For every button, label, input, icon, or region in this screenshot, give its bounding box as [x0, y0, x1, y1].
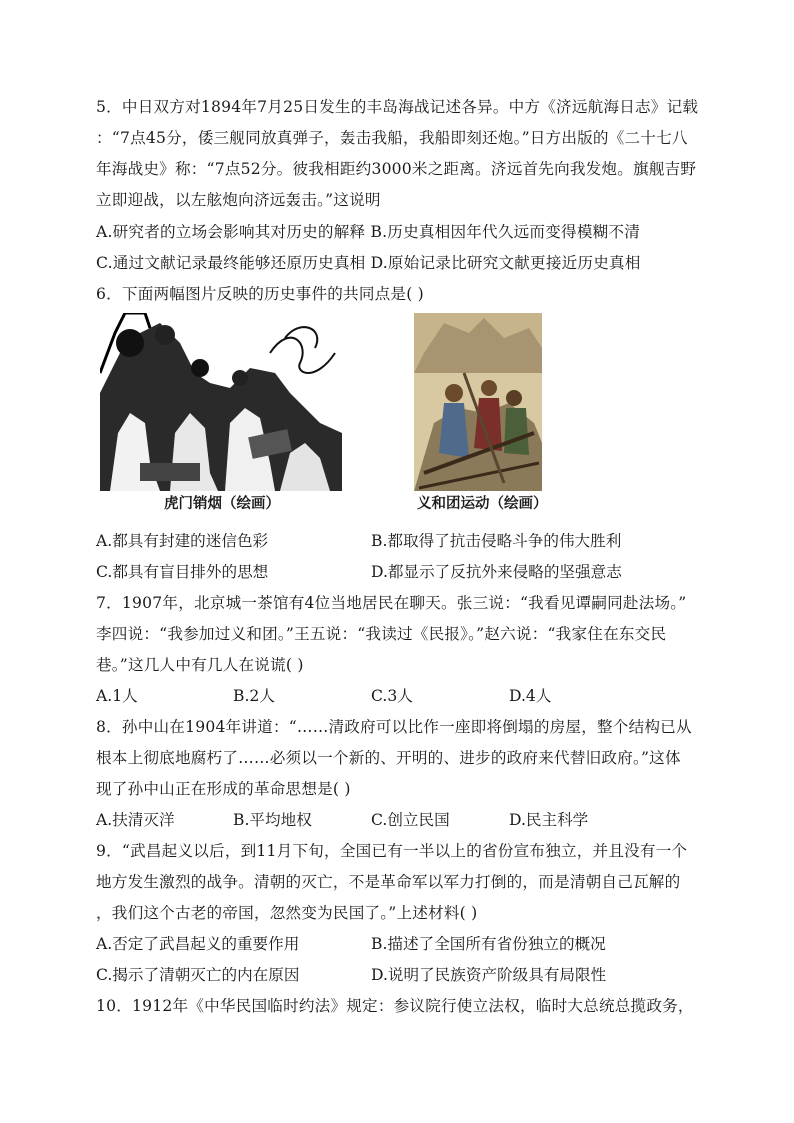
q6-stem: 6．下面两幅图片反映的历史事件的共同点是( )	[96, 285, 424, 303]
q8-line-2: 根本上彻底地腐朽了……必须以一个新的、开明的、进步的政府来代替旧政府。”这体	[96, 749, 681, 767]
q7-option-d: D.4人	[509, 687, 552, 705]
q7-option-a: A.1人	[96, 687, 138, 705]
caption-humen: 虎门销烟（绘画）	[164, 496, 280, 512]
q10-line-1: 10．1912年《中华民国临时约法》规定：参议院行使立法权，临时大总统总揽政务，	[96, 997, 694, 1015]
q5-line-3: 年海战史》称：“7点52分。彼我相距约3000米之距离。济远首先向我发炮。旗舰吉野	[96, 160, 697, 178]
q9-line-2: 地方发生激烈的战争。清朝的灭亡，不是革命军以军力打倒的，而是清朝自己瓦解的	[96, 873, 681, 891]
q7-line-3: 巷。”这几人中有几人在说谎( )	[96, 656, 304, 674]
q8-option-b: B.平均地权	[233, 811, 312, 829]
q8-option-c: C.创立民国	[371, 811, 450, 829]
q5-option-ab: A.研究者的立场会影响其对历史的解释 B.历史真相因年代久远而变得模糊不清	[96, 223, 640, 241]
q5-line-1: 5．中日双方对1894年7月25日发生的丰岛海战记述各异。中方《济远航海日志》记载	[96, 98, 699, 116]
q9-option-a: A.否定了武昌起义的重要作用	[96, 935, 300, 953]
q6-option-d: D.都显示了反抗外来侵略的坚强意志	[371, 563, 622, 581]
q8-option-d: D.民主科学	[509, 811, 589, 829]
q8-line-3: 现了孙中山正在形成的革命思想是( )	[96, 780, 351, 798]
q5-line-4: 立即迎战，以左舷炮向济远轰击。”这说明	[96, 191, 381, 209]
q6-option-b: B.都取得了抗击侵略斗争的伟大胜利	[371, 532, 622, 550]
q8-option-a: A.扶清灭洋	[96, 811, 175, 829]
humen-opium-destruction-image	[100, 313, 342, 491]
q7-option-b: B.2人	[233, 687, 275, 705]
q9-option-b: B.描述了全国所有省份独立的概况	[371, 935, 606, 953]
q9-option-c: C.揭示了清朝灭亡的内在原因	[96, 966, 300, 984]
caption-boxer: 义和团运动（绘画）	[417, 496, 548, 512]
q5-option-cd: C.通过文献记录最终能够还原历史真相 D.原始记录比研究文献更接近历史真相	[96, 254, 641, 272]
q9-line-1: 9．“武昌起义以后，到11月下旬，全国已有一半以上的省份宣布独立，并且没有一个	[96, 842, 688, 860]
q6-option-c: C.都具有盲目排外的思想	[96, 563, 269, 581]
q6-option-a: A.都具有封建的迷信色彩	[96, 532, 269, 550]
q5-line-2: ：“7点45分，倭三舰同放真弹子，轰击我船，我船即刻还炮。”日方出版的《二十七八	[96, 129, 688, 147]
q8-line-1: 8．孙中山在1904年讲道：“……清政府可以比作一座即将倒塌的房屋，整个结构已从	[96, 718, 692, 736]
q7-line-1: 7．1907年，北京城一茶馆有4位当地居民在聊天。张三说：“我看见谭嗣同赴法场。”	[96, 594, 687, 612]
q9-option-d: D.说明了民族资产阶级具有局限性	[371, 966, 607, 984]
q9-line-3: ，我们这个古老的帝国，忽然变为民国了。”上述材料( )	[96, 904, 478, 922]
q7-option-c: C.3人	[371, 687, 413, 705]
q7-line-2: 李四说：“我参加过义和团。”王五说：“我读过《民报》。”赵六说：“我家住在东交民	[96, 625, 667, 643]
boxer-movement-image	[414, 313, 542, 491]
